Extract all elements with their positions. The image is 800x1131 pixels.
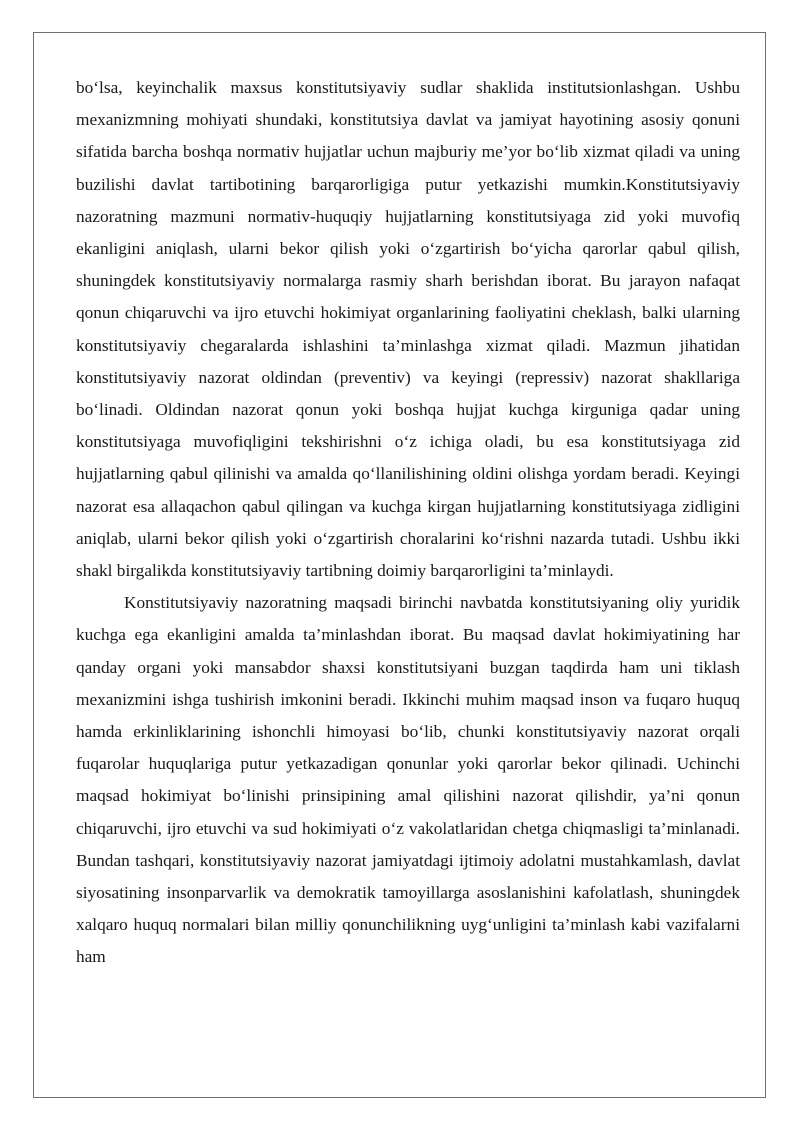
paragraph-goals: Konstitutsiyaviy nazoratning maqsadi birinchi navbatda konstitutsiyaning oliy yuridik kuchga ega ekanligini amalda ta’minlashdan iborat. Bu maqsad davlat hokimiyatining har qanday organi yoki mansabdor shaxsi konstitutsiyani buzgan taqdirda ham uni tiklash mexanizmini ishga tushirish imkonini beradi. Ikkinchi muhim maqsad inson va fuqaro huquq hamda erkinliklarining ishonchli himoyasi bo‘lib, chunki konstitutsiyaviy nazorat orqali fuqarolar huquqlariga putur yetkazadigan qonunlar yoki qarorlar bekor qilinadi. Uchinchi maqsad hokimiyat bo‘linishi prinsipining amal qilishini nazorat qilishdir, ya’ni qonun chiqaruvchi, ijro etuvchi va sud hokimiyati o‘z vakolatlaridan chetga chiqmasligi ta’minlanadi. Bundan tashqari, konstitutsiyaviy nazorat jamiyatdagi ijtimoiy adolatni mustahkamlash, davlat siyosatining insonparvarlik va demokratik tamoyillarga asoslanishini kafolatlash, shuningdek xalqaro huquq normalari bilan milliy qonunchilikning uyg‘unligini ta’minlash kabi vazifalarni ham xyxy=(76,593,740,967)
document-body xyxy=(76,72,740,974)
paragraph-continuation: bo‘lsa, keyinchalik maxsus konstitutsiyaviy sudlar shaklida institutsionlashgan. Ushbu mexanizmning mohiyati shundaki, konstitutsiya davlat va jamiyat hayotining asosiy qonuni sifatida barcha boshqa normativ hujjatlar uchun majburiy me’yor bo‘lib xizmat qiladi va uning buzilishi davlat tartibotining barqarorligiga putur yetkazishi mumkin.Konstitutsiyaviy nazoratning mazmuni normativ-huquqiy hujjatlarning konstitutsiyaga zid yoki muvofiq ekanligini aniqlash, ularni bekor qilish yoki o‘zgartirish bo‘yicha qarorlar qabul qilish, shuningdek konstitutsiyaviy normalarga rasmiy sharh berishdan iborat. Bu jarayon nafaqat qonun chiqaruvchi va ijro etuvchi hokimiyat organlarining faoliyatini cheklash, balki ularning konstitutsiyaviy chegaralarda ishlashini ta’minlashga xizmat qiladi. Mazmun jihatidan konstitutsiyaviy nazorat oldindan (preventiv) va keyingi (repressiv) nazorat shakllariga bo‘linadi. Oldindan nazorat qonun yoki boshqa hujjat kuchga kirguniga qadar uning konstitutsiyaga muvofiqligini tekshirishni o‘z ichiga oladi, bu esa konstitutsiyaga zid hujjatlarning qabul qilinishi va amalda qo‘llanilishining oldini olishga yordam beradi. Keyingi nazorat esa allaqachon qabul qilingan va kuchga kirgan hujjatlarning konstitutsiyaga zidligini aniqlab, ularni bekor qilish yoki o‘zgartirish choralarini ko‘rishni nazarda tutadi. Ushbu ikki shakl birgalikda konstitutsiyaviy tartibning doimiy barqarorligini ta’minlaydi. xyxy=(76,78,740,581)
